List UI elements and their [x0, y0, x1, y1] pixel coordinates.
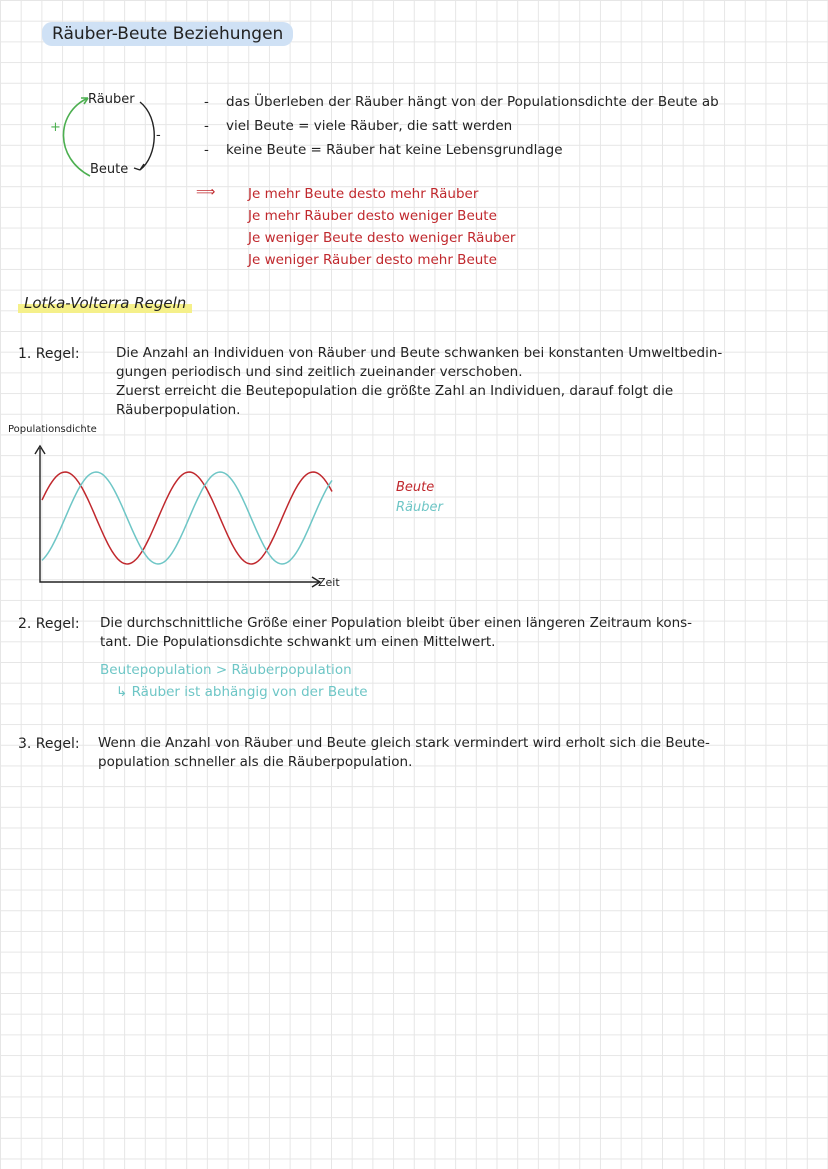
chart-axes [40, 448, 320, 582]
rule1-line: Die Anzahl an Individuen von Räuber und Beute schwanken bei konstanten Umweltbedin- [116, 345, 723, 361]
bullet-dash: - [204, 142, 209, 158]
rule2-note: ↳ Räuber ist abhängig von der Beute [116, 684, 368, 700]
series-line-raeuber [42, 472, 332, 564]
rule3-line: Wenn die Anzahl von Räuber und Beute gleich stark vermindert wird erholt sich die Beute- [98, 735, 710, 751]
rule1-line: Zuerst erreicht die Beutepopulation die größte Zahl an Individuen, darauf folgt die [116, 383, 674, 399]
chart-svg [20, 440, 360, 600]
rule1-line: Räuberpopulation. [116, 402, 241, 418]
rule3-line: population schneller als die Räuberpopulation. [98, 754, 413, 770]
bullet-item: viel Beute = viele Räuber, die satt werden [226, 118, 513, 134]
page-title: Räuber-Beute Beziehungen [42, 22, 293, 46]
bullet-dash: - [204, 118, 209, 134]
section-title: Lotka-Volterra Regeln [18, 293, 192, 313]
minus-arrowhead [134, 164, 144, 170]
rule3-label: 3. Regel: [18, 736, 80, 752]
cycle-plus-sign: + [50, 120, 61, 135]
rule1-label: 1. Regel: [18, 346, 80, 362]
minus-arc [140, 102, 154, 170]
cycle-bottom-label: Beute [90, 162, 129, 177]
cycle-top-label: Räuber [88, 92, 135, 107]
conclusion-item: Je weniger Räuber desto mehr Beute [248, 252, 497, 268]
series-line-beute [42, 472, 332, 564]
bullet-item: das Überleben der Räuber hängt von der Populationsdichte der Beute ab [226, 94, 719, 110]
implies-arrow: ⟹ [196, 184, 216, 200]
rule1-text [116, 344, 821, 420]
rule2-note: Beutepopulation > Räuberpopulation [100, 662, 352, 678]
chart-xlabel: Zeit [318, 576, 340, 589]
rule3-text [98, 734, 822, 772]
bullet-dash: - [204, 94, 209, 110]
legend-raeuber: Räuber [396, 500, 443, 515]
conclusion-item: Je mehr Räuber desto weniger Beute [248, 208, 497, 224]
rule2-line: Die durchschnittliche Größe einer Population bleibt über einen längeren Zeitraum kons- [100, 615, 693, 631]
cycle-minus-sign: - [156, 128, 161, 143]
rule2-line: tant. Die Populationsdichte schwankt um einen Mittelwert. [100, 634, 496, 650]
chart-ylabel: Populationsdichte [8, 424, 97, 435]
rule1-line: gungen periodisch und sind zeitlich zueinander verschoben. [116, 364, 523, 380]
rule2-text [100, 614, 820, 652]
bullet-item: keine Beute = Räuber hat keine Lebensgrundlage [226, 142, 563, 158]
legend-beute: Beute [396, 480, 435, 495]
conclusion-item: Je mehr Beute desto mehr Räuber [248, 186, 479, 202]
rule2-label: 2. Regel: [18, 616, 80, 632]
conclusion-item: Je weniger Beute desto weniger Räuber [248, 230, 516, 246]
plus-arc [63, 98, 90, 176]
